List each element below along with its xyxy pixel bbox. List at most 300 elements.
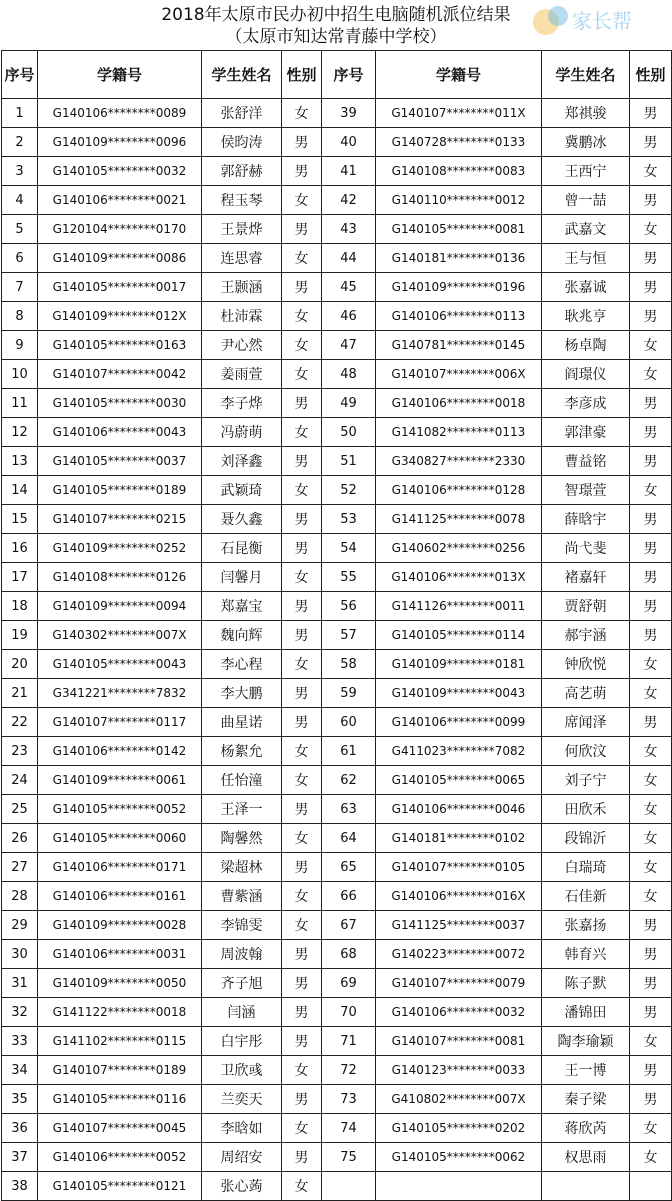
cell-name: 白宇彤: [202, 1027, 282, 1056]
cell-right-name: 潘锦田: [542, 998, 630, 1027]
cell-seq: 14: [2, 476, 38, 505]
cell-gender: 男: [282, 679, 322, 708]
cell-right-gender: 女: [630, 1114, 672, 1143]
cell-gender: 女: [282, 1114, 322, 1143]
cell-right-id: G141125********0078: [376, 505, 542, 534]
cell-name: 卫欣彧: [202, 1056, 282, 1085]
table-row: [2, 331, 672, 360]
cell-id: G140109********0050: [38, 969, 202, 998]
cell-right-name: 韩育兴: [542, 940, 630, 969]
cell-id: G140106********0171: [38, 853, 202, 882]
cell-gender: 女: [282, 824, 322, 853]
cell-name: 姜雨萱: [202, 360, 282, 389]
cell-right-gender: 女: [630, 650, 672, 679]
cell-seq: 29: [2, 911, 38, 940]
cell-seq: 11: [2, 389, 38, 418]
cell-seq: 32: [2, 998, 38, 1027]
cell-right-gender: 女: [630, 737, 672, 766]
cell-seq: 6: [2, 244, 38, 273]
cell-right-id: G140107********0105: [376, 853, 542, 882]
cell-right-seq: 52: [322, 476, 376, 505]
cell-right-name: 蒋欣芮: [542, 1114, 630, 1143]
cell-seq: 7: [2, 273, 38, 302]
cell-right-seq: 66: [322, 882, 376, 911]
cell-right-id: G140109********0043: [376, 679, 542, 708]
table-row: [2, 621, 672, 650]
table-row: [2, 998, 672, 1027]
header-row: [2, 51, 672, 99]
cell-name: 连思睿: [202, 244, 282, 273]
cell-right-seq: 69: [322, 969, 376, 998]
cell-gender: 男: [282, 389, 322, 418]
cell-right-name: 薛晗宇: [542, 505, 630, 534]
table-row: [2, 592, 672, 621]
cell-id: G140106********0052: [38, 1143, 202, 1172]
cell-seq: 22: [2, 708, 38, 737]
cell-right-seq: 50: [322, 418, 376, 447]
cell-seq: 17: [2, 563, 38, 592]
cell-name: 聂久鑫: [202, 505, 282, 534]
cell-name: 任怡潼: [202, 766, 282, 795]
cell-right-id: G140106********013X: [376, 563, 542, 592]
cell-right-id: G140106********0099: [376, 708, 542, 737]
cell-name: 王颢涵: [202, 273, 282, 302]
table-row: [2, 708, 672, 737]
cell-right-seq: 73: [322, 1085, 376, 1114]
cell-right-name: 田欣禾: [542, 795, 630, 824]
cell-id: G140106********0043: [38, 418, 202, 447]
cell-name: 梁超林: [202, 853, 282, 882]
cell-right-name: 郑祺骏: [542, 99, 630, 128]
cell-seq: 16: [2, 534, 38, 563]
cell-right-gender: 男: [630, 99, 672, 128]
cell-seq: 33: [2, 1027, 38, 1056]
cell-right-name: 秦子梁: [542, 1085, 630, 1114]
cell-gender: 女: [282, 99, 322, 128]
cell-gender: 男: [282, 621, 322, 650]
cell-right-id: G140105********0062: [376, 1143, 542, 1172]
cell-id: G140105********0052: [38, 795, 202, 824]
cell-right-seq: 46: [322, 302, 376, 331]
cell-right-name: 冀鹏冰: [542, 128, 630, 157]
cell-right-gender: 男: [630, 447, 672, 476]
cell-id: G140105********0060: [38, 824, 202, 853]
cell-right-name: 李彦成: [542, 389, 630, 418]
cell-seq: 19: [2, 621, 38, 650]
cell-seq: 12: [2, 418, 38, 447]
table-row: [2, 157, 672, 186]
cell-gender: 女: [282, 563, 322, 592]
cell-name: 魏向辉: [202, 621, 282, 650]
cell-right-gender: 男: [630, 1085, 672, 1114]
cell-id: G140107********0215: [38, 505, 202, 534]
cell-seq: 15: [2, 505, 38, 534]
cell-right-id: G140107********011X: [376, 99, 542, 128]
cell-gender: 女: [282, 476, 322, 505]
cell-right-gender: 女: [630, 679, 672, 708]
cell-right-seq: 55: [322, 563, 376, 592]
cell-seq: 34: [2, 1056, 38, 1085]
cell-right-gender: 男: [630, 1056, 672, 1085]
cell-right-name: 王一博: [542, 1056, 630, 1085]
cell-gender: 女: [282, 737, 322, 766]
cell-right-name: 武嘉文: [542, 215, 630, 244]
cell-name: 尹心然: [202, 331, 282, 360]
cell-right-seq: 40: [322, 128, 376, 157]
cell-right-gender: 男: [630, 969, 672, 998]
header-seq: 序号: [2, 51, 38, 99]
cell-seq: 3: [2, 157, 38, 186]
cell-seq: 2: [2, 128, 38, 157]
table-row: [2, 1143, 672, 1172]
cell-name: 周波翰: [202, 940, 282, 969]
cell-right-gender: 男: [630, 534, 672, 563]
table-row: [2, 824, 672, 853]
cell-name: 杜沛霖: [202, 302, 282, 331]
cell-right-gender: 男: [630, 244, 672, 273]
table-row: [2, 476, 672, 505]
table-row: [2, 940, 672, 969]
cell-right-gender: 女: [630, 360, 672, 389]
cell-right-id: G140108********0083: [376, 157, 542, 186]
cell-right-seq: 42: [322, 186, 376, 215]
cell-id: G140105********0116: [38, 1085, 202, 1114]
cell-seq: 5: [2, 215, 38, 244]
cell-gender: 女: [282, 911, 322, 940]
cell-id: G140109********0252: [38, 534, 202, 563]
cell-gender: 男: [282, 969, 322, 998]
cell-name: 陶馨然: [202, 824, 282, 853]
cell-id: G140109********0096: [38, 128, 202, 157]
cell-right-id: G140107********0079: [376, 969, 542, 998]
cell-name: 侯昀涛: [202, 128, 282, 157]
cell-name: 郑嘉宝: [202, 592, 282, 621]
cell-right-name: 阎璟仪: [542, 360, 630, 389]
table-body: [2, 99, 672, 1201]
table-row: [2, 302, 672, 331]
cell-id: G140105********0189: [38, 476, 202, 505]
cell-right-gender: 男: [630, 563, 672, 592]
cell-seq: 25: [2, 795, 38, 824]
cell-right-seq: 60: [322, 708, 376, 737]
cell-id: G140105********0121: [38, 1172, 202, 1201]
cell-right-seq: 41: [322, 157, 376, 186]
cell-right-id: G140223********0072: [376, 940, 542, 969]
cell-right-id: G140181********0136: [376, 244, 542, 273]
cell-right-seq: 54: [322, 534, 376, 563]
cell-name: 郭舒赫: [202, 157, 282, 186]
cell-seq: 27: [2, 853, 38, 882]
cell-right-id: [376, 1172, 542, 1201]
cell-seq: 21: [2, 679, 38, 708]
cell-right-seq: 44: [322, 244, 376, 273]
cell-right-name: 何欣汶: [542, 737, 630, 766]
table-row: [2, 795, 672, 824]
cell-id: G140106********0161: [38, 882, 202, 911]
cell-name: 李子烨: [202, 389, 282, 418]
cell-right-name: 石佳新: [542, 882, 630, 911]
cell-right-gender: 男: [630, 621, 672, 650]
cell-gender: 男: [282, 273, 322, 302]
table-row: [2, 389, 672, 418]
cell-right-id: G140106********0046: [376, 795, 542, 824]
cell-right-seq: 39: [322, 99, 376, 128]
cell-right-id: G340827********2330: [376, 447, 542, 476]
cell-right-seq: 47: [322, 331, 376, 360]
cell-right-name: 高艺萌: [542, 679, 630, 708]
cell-gender: 女: [282, 186, 322, 215]
cell-name: 刘泽鑫: [202, 447, 282, 476]
cell-id: G140109********0086: [38, 244, 202, 273]
cell-right-gender: 女: [630, 766, 672, 795]
cell-gender: 女: [282, 650, 322, 679]
cell-seq: 8: [2, 302, 38, 331]
cell-name: 齐子旭: [202, 969, 282, 998]
cell-right-gender: 女: [630, 824, 672, 853]
cell-right-seq: 64: [322, 824, 376, 853]
cell-seq: 30: [2, 940, 38, 969]
table-row: [2, 273, 672, 302]
cell-name: 闫涵: [202, 998, 282, 1027]
cell-right-name: 张嘉诚: [542, 273, 630, 302]
cell-right-id: G140181********0102: [376, 824, 542, 853]
cell-name: 张舒洋: [202, 99, 282, 128]
watermark-text: 家长帮: [572, 9, 632, 33]
cell-name: 杨絮允: [202, 737, 282, 766]
cell-id: G120104********0170: [38, 215, 202, 244]
table-row: [2, 186, 672, 215]
page-title: 2018年太原市民办初中招生电脑随机派位结果: [161, 5, 511, 25]
cell-name: 李锦雯: [202, 911, 282, 940]
cell-right-id: G141125********0037: [376, 911, 542, 940]
cell-right-gender: 男: [630, 128, 672, 157]
cell-right-gender: 女: [630, 882, 672, 911]
cell-gender: 女: [282, 882, 322, 911]
cell-id: G140107********0117: [38, 708, 202, 737]
cell-name: 闫馨月: [202, 563, 282, 592]
table-row: [2, 882, 672, 911]
cell-gender: 女: [282, 302, 322, 331]
cell-id: G140105********0017: [38, 273, 202, 302]
cell-gender: 男: [282, 128, 322, 157]
cell-right-seq: 48: [322, 360, 376, 389]
cell-right-seq: 57: [322, 621, 376, 650]
cell-id: G140105********0163: [38, 331, 202, 360]
cell-right-gender: 男: [630, 302, 672, 331]
cell-seq: 38: [2, 1172, 38, 1201]
cell-right-name: 褚嘉轩: [542, 563, 630, 592]
cell-gender: 男: [282, 534, 322, 563]
cell-right-name: 贾舒朝: [542, 592, 630, 621]
table-row: [2, 1172, 672, 1201]
cell-right-seq: 56: [322, 592, 376, 621]
cell-gender: 男: [282, 505, 322, 534]
cell-gender: 女: [282, 418, 322, 447]
cell-id: G140107********0042: [38, 360, 202, 389]
cell-seq: 18: [2, 592, 38, 621]
header-student-id-right: 学籍号: [376, 51, 542, 99]
page-subtitle: （太原市知达常青藤中学校）: [225, 27, 447, 47]
table-row: [2, 244, 672, 273]
table-row: [2, 534, 672, 563]
cell-right-gender: 男: [630, 418, 672, 447]
cell-right-id: G411023********7082: [376, 737, 542, 766]
cell-gender: 男: [282, 853, 322, 882]
cell-gender: 女: [282, 1172, 322, 1201]
cell-seq: 37: [2, 1143, 38, 1172]
cell-right-gender: 男: [630, 505, 672, 534]
cell-right-id: G140105********0202: [376, 1114, 542, 1143]
cell-right-name: 曾一喆: [542, 186, 630, 215]
cell-name: 张心蒟: [202, 1172, 282, 1201]
cell-right-seq: 71: [322, 1027, 376, 1056]
cell-seq: 13: [2, 447, 38, 476]
table-row: [2, 650, 672, 679]
cell-right-id: G140110********0012: [376, 186, 542, 215]
table-row: [2, 1114, 672, 1143]
cell-right-gender: 女: [630, 1027, 672, 1056]
table-row: [2, 563, 672, 592]
cell-right-id: G140107********0081: [376, 1027, 542, 1056]
cell-name: 兰奕天: [202, 1085, 282, 1114]
cell-right-name: 王西宁: [542, 157, 630, 186]
cell-right-id: G410802********007X: [376, 1085, 542, 1114]
cell-gender: 男: [282, 592, 322, 621]
cell-right-seq: 72: [322, 1056, 376, 1085]
cell-right-id: G140106********016X: [376, 882, 542, 911]
cell-gender: 女: [282, 244, 322, 273]
cell-right-name: 郝宇涵: [542, 621, 630, 650]
cell-name: 李晗如: [202, 1114, 282, 1143]
cell-right-gender: 女: [630, 795, 672, 824]
cell-gender: 男: [282, 940, 322, 969]
cell-right-seq: 45: [322, 273, 376, 302]
cell-name: 李心程: [202, 650, 282, 679]
cell-id: G141122********0018: [38, 998, 202, 1027]
cell-right-seq: 59: [322, 679, 376, 708]
table-row: [2, 1027, 672, 1056]
cell-right-id: G140109********0196: [376, 273, 542, 302]
header-gender-right: 性别: [630, 51, 672, 99]
cell-seq: 1: [2, 99, 38, 128]
cell-right-id: G141082********0113: [376, 418, 542, 447]
table-row: [2, 679, 672, 708]
cell-id: G140108********0126: [38, 563, 202, 592]
table-row: [2, 505, 672, 534]
table-row: [2, 766, 672, 795]
cell-id: G140107********0189: [38, 1056, 202, 1085]
header-gender: 性别: [282, 51, 322, 99]
cell-right-seq: 70: [322, 998, 376, 1027]
cell-right-name: 杨卓陶: [542, 331, 630, 360]
cell-right-id: G140106********0128: [376, 476, 542, 505]
table-row: [2, 969, 672, 998]
cell-name: 曲星诺: [202, 708, 282, 737]
cell-id: G140107********0045: [38, 1114, 202, 1143]
cell-seq: 26: [2, 824, 38, 853]
cell-id: G141102********0115: [38, 1027, 202, 1056]
cell-right-name: 耿兆亨: [542, 302, 630, 331]
table-row: [2, 99, 672, 128]
cell-seq: 35: [2, 1085, 38, 1114]
cell-id: G140106********0089: [38, 99, 202, 128]
cell-seq: 36: [2, 1114, 38, 1143]
cell-right-name: 张嘉扬: [542, 911, 630, 940]
cell-right-seq: 68: [322, 940, 376, 969]
table-row: [2, 1056, 672, 1085]
cell-seq: 20: [2, 650, 38, 679]
cell-right-seq: 65: [322, 853, 376, 882]
cell-right-gender: 男: [630, 186, 672, 215]
header-student-name-right: 学生姓名: [542, 51, 630, 99]
table-row: [2, 215, 672, 244]
cell-name: 王景烨: [202, 215, 282, 244]
cell-right-name: 尚弋斐: [542, 534, 630, 563]
cell-right-name: 钟欣悦: [542, 650, 630, 679]
cell-id: G140105********0043: [38, 650, 202, 679]
cell-right-name: 段锦沂: [542, 824, 630, 853]
cell-id: G140106********0031: [38, 940, 202, 969]
cell-right-seq: 49: [322, 389, 376, 418]
cell-gender: 男: [282, 795, 322, 824]
cell-name: 石昆衡: [202, 534, 282, 563]
cell-name: 冯蔚萌: [202, 418, 282, 447]
cell-right-name: 权思雨: [542, 1143, 630, 1172]
cell-right-seq: 43: [322, 215, 376, 244]
cell-gender: 男: [282, 447, 322, 476]
cell-id: G140106********0021: [38, 186, 202, 215]
cell-id: G140109********0061: [38, 766, 202, 795]
cell-id: G140106********0142: [38, 737, 202, 766]
cell-right-id: G140728********0133: [376, 128, 542, 157]
cell-right-gender: 男: [630, 273, 672, 302]
cell-seq: 4: [2, 186, 38, 215]
table-row: [2, 128, 672, 157]
cell-right-id: G140602********0256: [376, 534, 542, 563]
cell-right-gender: 男: [630, 389, 672, 418]
cell-right-gender: [630, 1172, 672, 1201]
cell-right-name: [542, 1172, 630, 1201]
cell-gender: 女: [282, 766, 322, 795]
cell-id: G140109********0028: [38, 911, 202, 940]
table-row: [2, 737, 672, 766]
cell-id: G140105********0032: [38, 157, 202, 186]
cell-id: G341221********7832: [38, 679, 202, 708]
cell-right-gender: 女: [630, 476, 672, 505]
cell-right-id: G140106********0113: [376, 302, 542, 331]
cell-right-seq: 61: [322, 737, 376, 766]
cell-right-seq: 58: [322, 650, 376, 679]
cell-right-seq: 63: [322, 795, 376, 824]
cell-name: 李大鹏: [202, 679, 282, 708]
cell-right-name: 智璟萱: [542, 476, 630, 505]
cell-seq: 9: [2, 331, 38, 360]
cell-right-gender: 男: [630, 911, 672, 940]
table-row: [2, 1085, 672, 1114]
cell-name: 曹紫涵: [202, 882, 282, 911]
cell-name: 武颖琦: [202, 476, 282, 505]
cell-seq: 24: [2, 766, 38, 795]
cell-right-name: 曹益铭: [542, 447, 630, 476]
results-table: [1, 50, 672, 1201]
cell-right-seq: 51: [322, 447, 376, 476]
table-row: [2, 360, 672, 389]
header-seq-right: 序号: [322, 51, 376, 99]
cell-seq: 28: [2, 882, 38, 911]
cell-right-id: G140781********0145: [376, 331, 542, 360]
table-row: [2, 911, 672, 940]
cell-gender: 男: [282, 708, 322, 737]
